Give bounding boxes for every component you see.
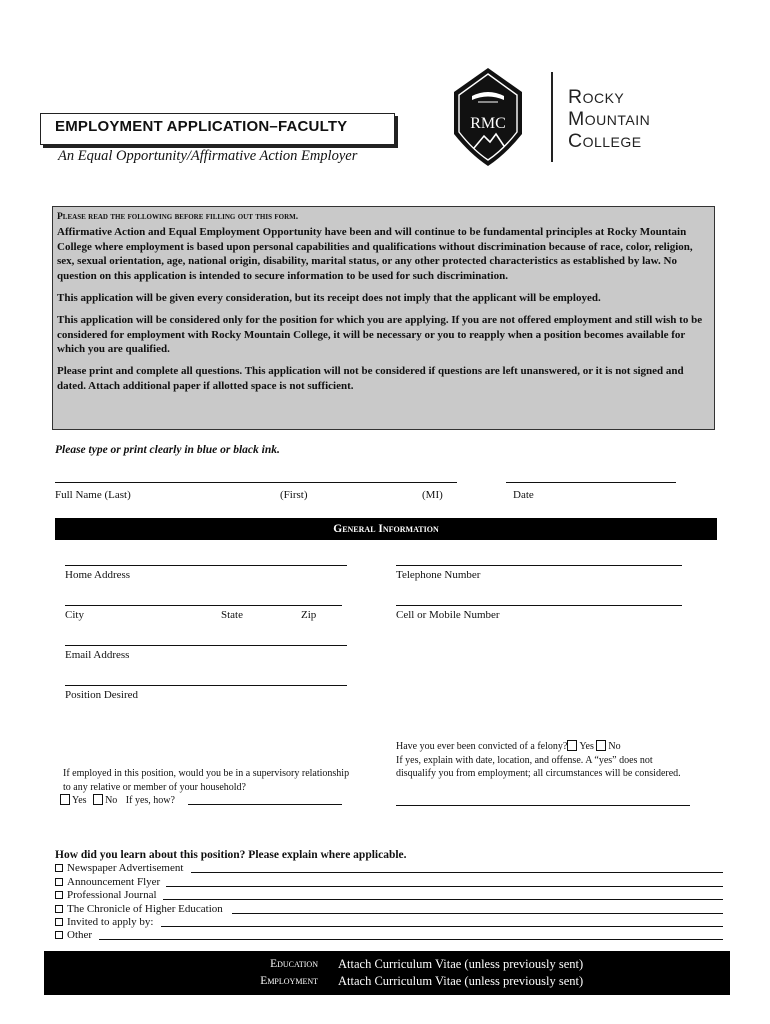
form-subtitle: An Equal Opportunity/Affirmative Action Employer	[58, 148, 358, 164]
felony-no-label: No	[608, 741, 621, 752]
full-name-field[interactable]	[55, 482, 457, 483]
cell-label: Cell or Mobile Number	[396, 609, 500, 621]
felony-no-checkbox[interactable]	[596, 740, 606, 751]
source-label: The Chronicle of Higher Education	[67, 903, 223, 915]
sources-question: How did you learn about this position? Please explain where applicable.	[55, 849, 407, 861]
felony-explanation-field[interactable]	[396, 805, 690, 806]
notice-box	[52, 206, 715, 430]
source-checkbox[interactable]	[55, 878, 63, 886]
supervisory-how-field[interactable]	[188, 804, 342, 805]
source-checkbox[interactable]	[55, 905, 63, 913]
wordmark-line-3: College	[568, 130, 642, 152]
source-journal-row[interactable]	[55, 889, 720, 903]
notice-heading: Please read the following before filling out this form.	[57, 212, 299, 222]
notice-paragraph-consideration: This application will be given every consideration, but its receipt does not imply that the applicant will be employed.	[57, 291, 601, 304]
source-journal-field[interactable]	[163, 899, 723, 900]
cell-field[interactable]	[396, 605, 682, 606]
telephone-field[interactable]	[396, 565, 682, 566]
felony-yes-checkbox[interactable]	[567, 740, 577, 751]
position-desired-field[interactable]	[65, 685, 347, 686]
city-state-zip-field[interactable]	[65, 605, 342, 606]
city-label: City	[65, 609, 84, 621]
wordmark-line-1: Rocky	[568, 86, 625, 108]
middle-initial-label: (MI)	[422, 489, 443, 501]
college-wordmark	[568, 86, 708, 152]
general-information-header	[55, 518, 717, 540]
supervisory-no-label: No	[105, 795, 118, 806]
source-label: Announcement Flyer	[67, 876, 161, 888]
logo-divider	[551, 72, 553, 162]
position-desired-label: Position Desired	[65, 689, 139, 701]
supervisory-question	[63, 767, 393, 808]
supervisory-yes-label: Yes	[72, 795, 87, 806]
source-checkbox[interactable]	[55, 864, 63, 872]
source-newspaper-row[interactable]	[55, 862, 720, 876]
employment-label: Employment	[260, 975, 318, 987]
source-checkbox[interactable]	[55, 918, 63, 926]
source-invited-row[interactable]	[55, 916, 720, 930]
source-chronicle-field[interactable]	[232, 913, 723, 914]
felony-disclaimer-text: disqualify you from employment; all circumstances will be considered.	[396, 768, 681, 779]
supervisory-question-line-1: If employed in this position, would you be in a supervisory relationship	[63, 768, 350, 779]
shield-crest-icon	[452, 66, 524, 168]
notice-paragraph-instructions: Please print and complete all questions. This application will not be considered if questions are left unanswered, or it is not signed and dated. Attach additional paper if allotted space is not sufficient.	[57, 365, 684, 392]
source-checkbox[interactable]	[55, 891, 63, 899]
supervisory-if-yes-label: If yes, how?	[125, 795, 175, 806]
source-other-field[interactable]	[99, 939, 723, 940]
education-label: Education	[270, 958, 318, 970]
source-label: Professional Journal	[67, 889, 157, 901]
date-field[interactable]	[506, 482, 676, 483]
employment-row	[44, 973, 730, 990]
last-name-label: Full Name (Last)	[55, 489, 131, 501]
source-other-row[interactable]	[55, 929, 720, 943]
source-newspaper-field[interactable]	[191, 872, 723, 873]
telephone-label: Telephone Number	[396, 569, 481, 581]
email-field[interactable]	[65, 645, 347, 646]
supervisory-no-checkbox[interactable]	[93, 794, 103, 805]
email-label: Email Address	[65, 649, 130, 661]
state-label: State	[221, 609, 243, 621]
ink-instruction: Please type or print clearly in blue or black ink.	[55, 444, 280, 456]
source-label: Newspaper Advertisement	[67, 862, 184, 874]
source-invited-field[interactable]	[161, 926, 723, 927]
first-name-label: (First)	[280, 489, 308, 501]
source-label: Invited to apply by:	[67, 916, 154, 928]
source-label: Other	[67, 929, 93, 941]
source-chronicle-row[interactable]	[55, 903, 720, 917]
logo-monogram: RMC	[470, 115, 506, 132]
date-label: Date	[513, 489, 534, 501]
supervisory-yes-checkbox[interactable]	[60, 794, 70, 805]
felony-question	[396, 740, 726, 781]
source-flyer-field[interactable]	[166, 886, 723, 887]
employment-text: Attach Curriculum Vitae (unless previously sent)	[338, 974, 584, 988]
general-information-title: General Information	[333, 523, 439, 535]
notice-paragraph-position: This application will be considered only for the position for which you are applying. If you are not offered employment and still wish to be considered for employment with Rocky Mountain College, it will be necessary or you to reapply when a position becomes available for which you are qualified.	[57, 313, 703, 356]
zip-label: Zip	[301, 609, 317, 621]
home-address-field[interactable]	[65, 565, 347, 566]
home-address-label: Home Address	[65, 569, 131, 581]
form-title: EMPLOYMENT APPLICATION–FACULTY	[40, 113, 395, 145]
attachments-bar	[44, 951, 730, 995]
wordmark-line-2: Mountain	[568, 108, 651, 130]
felony-question-text: Have you ever been convicted of a felony?	[396, 741, 568, 752]
supervisory-question-line-2: to any relative or member of your household?	[63, 781, 246, 793]
notice-paragraph-eeo: Affirmative Action and Equal Employment Opportunity have been and will continue to be fundamental principles at Rocky Mountain College where employment is based upon personal capabilities and qualifications without discrimination because of race, color, religion, sex, sexual orientation, age, national origin, disability, marital status, or any other protected characteristics as established by law. No question on this application is intended to secure information to be used for such discrimination.	[57, 225, 693, 283]
education-row	[44, 956, 730, 973]
education-text: Attach Curriculum Vitae (unless previously sent)	[338, 957, 584, 971]
source-flyer-row[interactable]	[55, 876, 720, 890]
source-checkbox[interactable]	[55, 931, 63, 939]
felony-explain-text: If yes, explain with date, location, and offense. A “yes” does not	[396, 754, 653, 766]
felony-yes-label: Yes	[579, 741, 594, 752]
